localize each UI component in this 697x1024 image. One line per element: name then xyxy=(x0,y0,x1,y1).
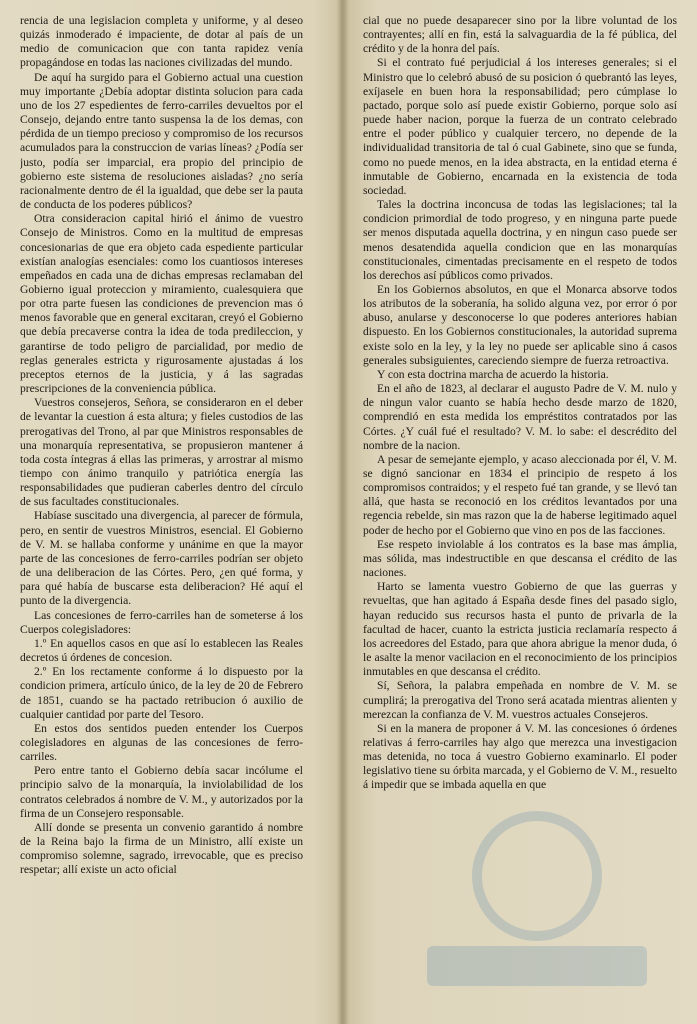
paragraph: Vuestros consejeros, Señora, se consideraron en el deber de levantar la cuestion á esta altura; y fieles custodios de las prerogativas del Trono, al par que Ministros responsables de una monarquía representativa, se propusieron mantener á toda costa íntegras á ellas las primeras, y arrostrar al mismo tiempo con ánimo tranquilo y patriótica energía las responsabilidades que pudieran caberles dentro del círculo de sus facultades constitucionales. xyxy=(20,396,303,509)
paragraph: En estos dos sentidos pueden entender los Cuerpos colegisladores en algunas de las concesiones de ferro-carriles. xyxy=(20,721,303,764)
paragraph: Sí, Señora, la palabra empeñada en nombre de V. M. se cumplirá; la prerogativa del Trono será acatada mientras alienten y merezcan la confianza de V. M. vuestros actuales Consejeros. xyxy=(363,679,677,721)
paragraph: cial que no puede desaparecer sino por la libre voluntad de los contrayentes; allí en fin, está la salvaguardia de la fé pública, del crédito y de la honra del país. xyxy=(363,14,677,56)
paragraph: Habíase suscitado una divergencia, al parecer de fórmula, pero, en sentir de vuestros Ministros, esencial. El Gobierno de V. M. se hallaba conforme y unánime en que la mayor parte de las concesiones de ferro-carriles podrían ser objeto de una deliberacion de las Córtes. Pero, ¿en qué forma, y para qué había de buscarse esta deliberacion? Hé aquí el punto de la divergencia. xyxy=(20,509,303,608)
paragraph: 1.º En aquellos casos en que así lo establecen las Reales decretos ú órdenes de concesion. xyxy=(20,636,303,665)
paragraph: Pero entre tanto el Gobierno debía sacar incólume el principio salvo de la monarquía, la inviolabilidad de los contratos celebrados á nombre de V. M., y autorizados por la firma de un Consejero responsable. xyxy=(20,764,303,820)
paragraph: rencia de una legislacion completa y uniforme, y al deseo quizás inmoderado é impaciente, de dotar al país de un medio de comunicacion que con tanta rapidez venía propagándose en todas las naciones civilizadas del mundo. xyxy=(20,14,303,70)
paragraph: En los Gobiernos absolutos, en que el Monarca absorve todos los atributos de la soberanía, ha solido alguna vez, por error ó por abuso, anularse y desconocerse lo que poderes anteriores habian dispuesto. En los Gobiernos constitucionales, la autoridad suprema existe solo en la ley, y la ley no puede ser aplicable sino á casos generales subsiguientes, careciendo siempre de fuerza retroactiva. xyxy=(363,282,677,367)
paragraph: Y con esta doctrina marcha de acuerdo la historia. xyxy=(377,367,609,381)
paragraph: Si el contrato fué perjudicial á los intereses generales; si el Ministro que lo celebró abusó de su posicion ó quebrantó las leyes, exíjasele en buen hora la responsabilidad; pero cúmplase lo pactado, porque solo así puede existir Gobierno, porque solo así puede haber nacion, porque la fuerza de un contrato celebrado entre el poder público y cualquier tercero, no depende de la individualidad transitoria de tal ó cual Gabinete, sino que se funda, como no puede menos, en la idea abstracta, en la entidad eterna é inmutable de Gobierno, encarnada en la existencia de toda sociedad. xyxy=(363,56,677,197)
paragraph: Harto se lamenta vuestro Gobierno de que las guerras y revueltas, que han agitado á España desde fines del pasado siglo, hayan reducido sus recursos hasta el punto de privarla de la facultad de hacer, cuanto la estricta justicia reclamaría respecto á los acreedores del Estado, para que ahora abrigue la menor duda, ó le asalte la menor vacilacion en el reconocimiento de los principios inmutables en que descansa el crédito. xyxy=(363,580,677,679)
paragraph: En el año de 1823, al declarar el augusto Padre de V. M. nulo y de ningun valor cuanto se había hecho desde marzo de 1820, comprendió en esta medida los empréstitos contratados por las Córtes. ¿Y cuál fué el resultado? V. M. lo sabe: el descrédito del nombre de la nacion. xyxy=(363,382,677,452)
paragraph: Otra consideracion capital hirió el ánimo de vuestro Consejo de Ministros. Como en la multitud de empresas concesionarias de que era objeto cada espediente particular existían analogías esenciales: como los cuantiosos intereses empeñados en cada una de dichas empresas reclamaban del Gobierno igual proteccion y miramiento, cualesquiera que por otra parte fuesen las condiciones de prevencion mas ó menos favorable que en general excitaran, creyó el Gobierno que debía precaverse contra la idea de toda predileccion, y garantirse de todo peligro de parcialidad, por medio de reglas generales estricta y rigurosamente ajustadas á los preceptos eternos de la justicia, y á las sagradas prescripciones de la conveniencia pública. xyxy=(20,212,303,396)
paragraph: Tales la doctrina inconcusa de todas las legislaciones; tal la condicion primordial de todo progreso, y en ninguna parte puede ser menos disputada aquella doctrina, y en ningun caso puede ser menos desatendida aquella condicion que en las monarquías constitucionales, cimentadas precisamente en el respeto de todos los derechos así públicos como privados. xyxy=(363,198,677,282)
paragraph: 2.º En los rectamente conforme á lo dispuesto por la condicion primera, artículo único, de la ley de 20 de Febrero de 1851, cuando se ha pactado retribucion ó auxilio de cualquier cantidad por parte del Tesoro. xyxy=(20,665,303,721)
paragraph: Ese respeto inviolable á los contratos es la base mas ámplia, mas sólida, mas indestructible en que descansa el crédito de las naciones. xyxy=(363,537,677,580)
paragraph: Las concesiones de ferro-carriles han de someterse á los Cuerpos colegisladores: xyxy=(20,608,303,636)
right-text-column xyxy=(363,14,677,1014)
left-text-column xyxy=(20,14,303,1014)
paragraph: De aquí ha surgido para el Gobierno actual una cuestion muy importante ¿Debía adoptar distinta solucion para cada uno de los 27 espedientes de ferro-carriles devueltos por el Consejo, dejando entre tanto suspensa la de los demas, con pérdida de un tiempo precioso y compromiso de los recursos acumulados para la construccion de varias líneas? ¿Podía ser justo, podía ser imparcial, era propio del principio de gobierno este sistema de resoluciones aisladas? ¿no sería racionalmente dentro de él la igualdad, que debe ser la pauta de conducta de los poderes públicos? xyxy=(20,70,303,212)
paragraph: Si en la manera de proponer á V. M. las concesiones ó órdenes relativas á ferro-carriles hay algo que merezca una investigacion mas detenida, no toca á vuestro Gobierno examinarlo. El poder legislativo tiene su órbita marcada, y el Gobierno de V. M., resuelto á impedir que se imbada aquella en que xyxy=(363,721,677,792)
page-fold xyxy=(336,0,348,1024)
paragraph: A pesar de semejante ejemplo, y acaso aleccionada por él, V. M. se dignó sancionar en 1834 el principio de respeto á los compromisos contraidos; y el respeto fué tan grande, y se llevó tan allá, que hasta se reconoció en los créditos levantados por una regencia rebelde, sin mas razon que la de haberse legitimado aquel poder de hecho por el Gobierno que vino en pos de las facciones. xyxy=(363,452,677,537)
paragraph: Allí donde se presenta un convenio garantido á nombre de la Reina bajo la firma de un Ministro, allí existe un compromiso solemne, sagrado, irrevocable, que es preciso respetar; allí existe un acto oficial xyxy=(20,820,303,877)
